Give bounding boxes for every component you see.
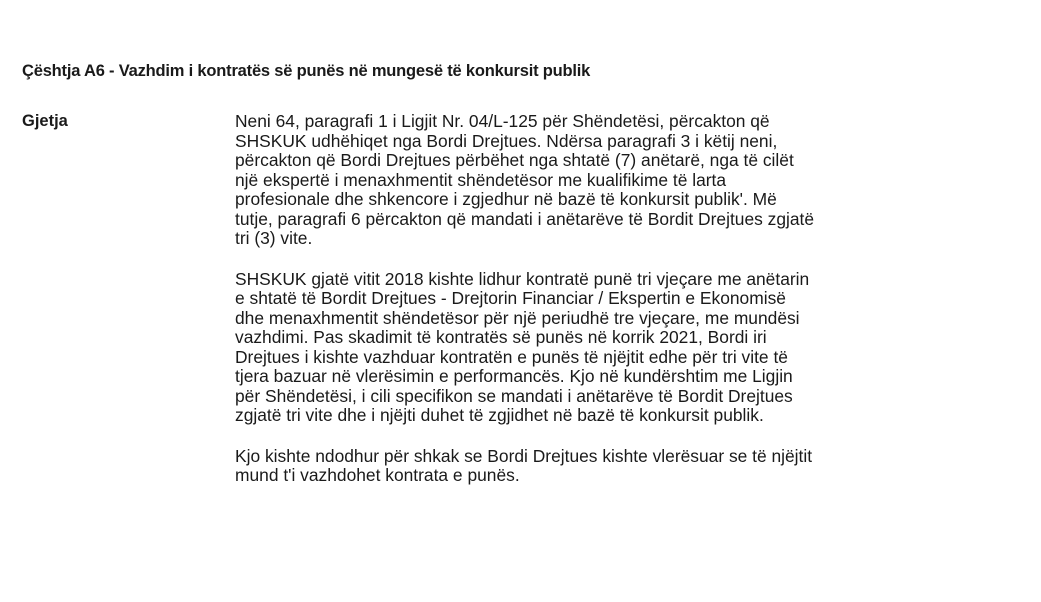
text-line: e shtatë të Bordit Drejtues - Drejtorin Financiar / Ekspertin e Ekonomisë (235, 288, 786, 308)
text-line: dhe menaxhmentit shëndetësor për një periudhë tre vjeçare, me mundësi (235, 307, 800, 328)
text-line: tri (3) vite. (235, 228, 313, 248)
finding-label: Gjetja (22, 112, 68, 130)
text-line: zgjatë tri vite dhe i njëjti duhet të zgjidhet në bazë të konkursit publik. (235, 405, 764, 425)
text-line: përcakton që Bordi Drejtues përbëhet nga shtatë (7) anëtarë, nga të cilët (235, 150, 794, 170)
finding-paragraph (235, 447, 975, 486)
text-line: Drejtues i kishte vazhduar kontratën e punës të njëjtit edhe për tri vite të (235, 346, 788, 367)
text-line: një ekspertë i menaxhmentit shëndetësor me kualifikime të larta (235, 169, 727, 190)
text-line: tutje, paragrafi 6 përcakton që mandati i anëtarëve të Bordit Drejtues zgjatë (235, 208, 815, 229)
text-line: për Shëndetësi, i cili specifikon se mandati i anëtarëve të Bordit Drejtues (235, 385, 793, 406)
text-line: SHSKUK udhëhiqet nga Bordi Drejtues. Ndërsa paragrafi 3 i këtij neni, (235, 130, 778, 151)
finding-body (235, 112, 975, 507)
text-line: tjera bazuar në vlerësimin e performancës. Kjo në kundërshtim me Ligjin (235, 366, 793, 386)
text-line: vazhdimi. Pas skadimit të kontratës së punës në korrik 2021, Bordi iri (235, 327, 767, 347)
finding-paragraph (235, 112, 975, 249)
issue-title: Çështja A6 - Vazhdim i kontratës së punës në mungesë të konkursit publik (22, 62, 591, 80)
text-line: mund t'i vazhdohet kontrata e punës. (235, 465, 520, 485)
text-line: SHSKUK gjatë vitit 2018 kishte lidhur kontratë punë tri vjeçare me anëtarin (235, 268, 810, 289)
text-line: profesionale dhe shkencore i zgjedhur në bazë të konkursit publik'. Më (235, 189, 777, 209)
text-line: Kjo kishte ndodhur për shkak se Bordi Drejtues kishte vlerësuar se të njëjtit (235, 445, 813, 466)
finding-paragraph (235, 270, 975, 426)
text-line: Neni 64, paragrafi 1 i Ligjit Nr. 04/L-125 për Shëndetësi, përcakton që (235, 111, 770, 131)
